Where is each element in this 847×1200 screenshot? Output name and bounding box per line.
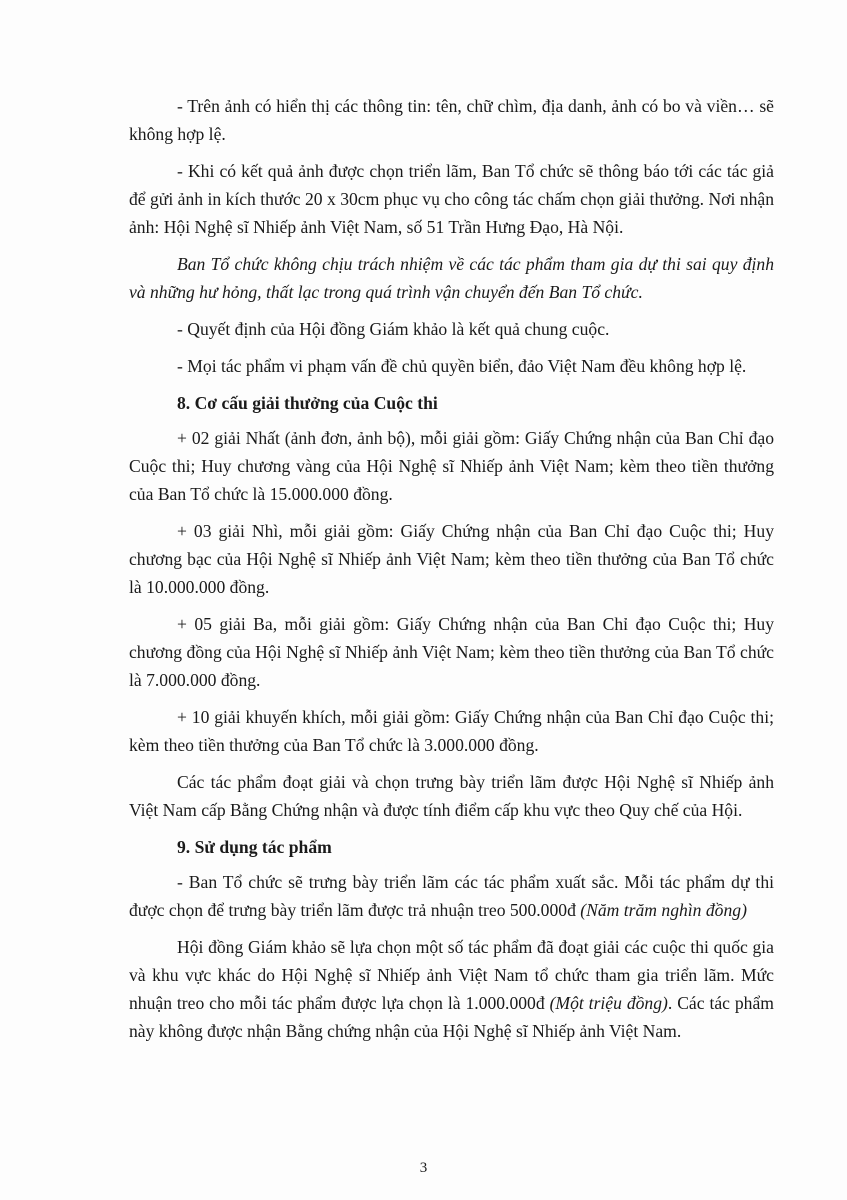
paragraph-consolation-prize: + 10 giải khuyến khích, mỗi giải gồm: Giấy Chứng nhận của Ban Chỉ đạo Cuộc thi; kèm theo tiền thưởng của Ban Tổ chức là 3.000.000 đồng.	[129, 707, 774, 755]
paragraph-invalid-info: - Trên ảnh có hiển thị các thông tin: tên, chữ chìm, địa danh, ảnh có bo và viền… sẽ không hợp lệ.	[129, 96, 774, 144]
paragraph-jury-selection	[129, 933, 774, 1045]
paragraph-first-prize: + 02 giải Nhất (ảnh đơn, ảnh bộ), mỗi giải gồm: Giấy Chứng nhận của Ban Chỉ đạo Cuộc thi; Huy chương vàng của Hội Nghệ sĩ Nhiếp ảnh Việt Nam; kèm theo tiền thưởng của Ban Tổ chức là 15.000.000 đồng.	[129, 428, 774, 504]
paragraph-second-prize: + 03 giải Nhì, mỗi giải gồm: Giấy Chứng nhận của Ban Chỉ đạo Cuộc thi; Huy chương bạc của Hội Nghệ sĩ Nhiếp ảnh Việt Nam; kèm theo tiền thưởng của Ban Tổ chức là 10.000.000 đồng.	[129, 521, 774, 597]
jury-selection-amount-words: (Một triệu đồng)	[549, 993, 668, 1013]
section-heading-usage: 9. Sử dụng tác phẩm	[177, 837, 332, 857]
section-heading-prizes: 8. Cơ cấu giải thưởng của Cuộc thi	[177, 393, 438, 413]
paragraph-exhibition-fee	[129, 868, 774, 924]
jury-selection-tail: . Các tác phẩm này không được nhận Bằng chứng nhận của Hội Nghệ sĩ Nhiếp ảnh Việt Nam.	[129, 993, 774, 1041]
paragraph-third-prize: + 05 giải Ba, mỗi giải gồm: Giấy Chứng nhận của Ban Chỉ đạo Cuộc thi; Huy chương đồng của Hội Nghệ sĩ Nhiếp ảnh Việt Nam; kèm theo tiền thưởng của Ban Tổ chức là 7.000.000 đồng.	[129, 614, 774, 690]
exhibition-fee-text: - Ban Tổ chức sẽ trưng bày triển lãm các tác phẩm xuất sắc. Mỗi tác phẩm dự thi được chọn để trưng bày triển lãm được trả nhuận treo 500.000đ	[129, 872, 774, 920]
document-body	[129, 92, 774, 1054]
paragraph-print-submission: - Khi có kết quả ảnh được chọn triển lãm, Ban Tổ chức sẽ thông báo tới các tác giả để gửi ảnh in kích thước 20 x 30cm phục vụ cho công tác chấm chọn giải thưởng. Nơi nhận ảnh: Hội Nghệ sĩ Nhiếp ảnh Việt Nam, số 51 Trần Hưng Đạo, Hà Nội.	[129, 161, 774, 237]
paragraph-sovereignty-rule: - Mọi tác phẩm vi phạm vấn đề chủ quyền biển, đảo Việt Nam đều không hợp lệ.	[177, 356, 747, 376]
paragraph-certificate: Các tác phẩm đoạt giải và chọn trưng bày triển lãm được Hội Nghệ sĩ Nhiếp ảnh Việt Nam cấp Bằng Chứng nhận và được tính điểm cấp khu vực theo Quy chế của Hội.	[129, 772, 774, 820]
paragraph-jury-decision: - Quyết định của Hội đồng Giám khảo là kết quả chung cuộc.	[177, 319, 610, 339]
jury-selection-text: Hội đồng Giám khảo sẽ lựa chọn một số tác phẩm đã đoạt giải các cuộc thi quốc gia và khu vực khác do Hội Nghệ sĩ Nhiếp ảnh Việt Nam tổ chức tham gia triển lãm. Mức nhuận treo cho mỗi tác phẩm được lựa chọn là 1.000.000đ	[129, 937, 774, 1013]
page-number: 3	[419, 1160, 428, 1176]
exhibition-fee-amount-words: (Năm trăm nghìn đồng)	[575, 900, 747, 920]
paragraph-disclaimer: Ban Tổ chức không chịu trách nhiệm về các tác phẩm tham gia dự thi sai quy định và những hư hỏng, thất lạc trong quá trình vận chuyển đến Ban Tổ chức.	[129, 254, 774, 302]
